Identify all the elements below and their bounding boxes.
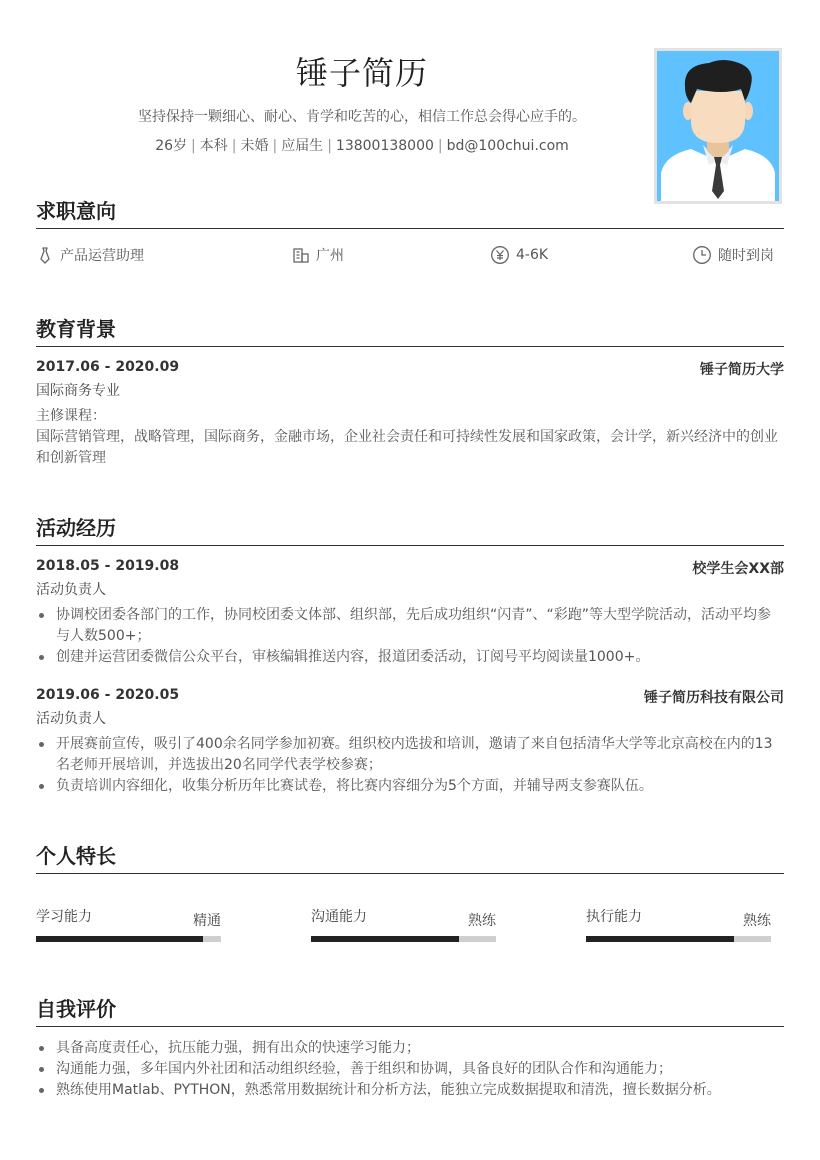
clock-icon <box>692 245 712 265</box>
contact-age: 26岁 <box>155 138 188 154</box>
skill-bar-track <box>586 936 771 942</box>
section-title-evaluation: 自我评价 <box>36 997 116 1021</box>
building-icon <box>292 246 310 264</box>
yuan-icon <box>490 245 510 265</box>
contact-degree: 本科 <box>199 138 228 154</box>
activity-bullet-list <box>36 734 784 797</box>
contact-marital: 未婚 <box>240 138 269 154</box>
skill-level: 熟练 <box>743 913 771 929</box>
activity-date: 2019.06 - 2020.05 <box>36 687 180 703</box>
contact-separator: | <box>231 138 237 154</box>
intention-position-label: 产品运营助理 <box>60 248 144 264</box>
skill-name: 学习能力 <box>36 909 92 925</box>
skill-bar-fill <box>36 936 203 942</box>
contact-email: bd@100chui.com <box>446 138 569 154</box>
intention-salary-label: 4-6K <box>516 247 549 263</box>
skill-bar-fill <box>586 936 734 942</box>
section-title-intention: 求职意向 <box>36 199 116 223</box>
intention-salary <box>490 244 548 266</box>
contact-status: 应届生 <box>281 138 324 154</box>
contact-separator: | <box>272 138 278 154</box>
skill-name: 执行能力 <box>586 909 642 925</box>
section-title-skills: 个人特长 <box>36 844 116 868</box>
section-divider <box>36 545 784 546</box>
section-divider <box>36 346 784 347</box>
activity-date: 2018.05 - 2019.08 <box>36 558 180 574</box>
evaluation-bullet-list <box>36 1038 784 1101</box>
skill-item <box>311 906 496 946</box>
resume-name: 锤子简历 <box>295 54 428 92</box>
resume-motto: 坚持保持一颗细心、耐心、肯学和吃苦的心，相信工作总会得心应手的。 <box>138 109 586 125</box>
section-divider <box>36 873 784 874</box>
list-item: 具备高度责任心，抗压能力强，拥有出众的快速学习能力； <box>36 1038 784 1059</box>
skill-item <box>586 906 771 946</box>
tie-icon <box>36 246 54 264</box>
contact-phone: 13800138000 <box>335 138 434 154</box>
list-item: 负责培训内容细化，收集分析历年比赛试卷，将比赛内容细分为5个方面，并辅导两支参赛队伍。 <box>36 776 784 797</box>
list-item: 开展赛前宣传，吸引了400余名同学参加初赛。组织校内选拔和培训，邀请了来自包括清华大学等北京高校在内的13名老师开展培训，并选拔出20名同学代表学校参赛； <box>36 734 784 776</box>
skill-bar-fill <box>311 936 459 942</box>
section-title-activities: 活动经历 <box>36 516 116 540</box>
section-divider <box>36 228 784 229</box>
list-item: 创建并运营团委微信公众平台，审核编辑推送内容，报道团委活动，订阅号平均阅读量1000+。 <box>36 647 784 668</box>
list-item: 沟通能力强，多年国内外社团和活动组织经验，善于组织和协调，具备良好的团队合作和沟通能力； <box>36 1059 784 1080</box>
section-title-education: 教育背景 <box>36 317 116 341</box>
intention-city-label: 广州 <box>316 248 344 264</box>
education-courses-label: 主修课程： <box>36 408 106 424</box>
skill-item <box>36 906 221 946</box>
section-divider <box>36 1026 784 1027</box>
contact-separator: | <box>437 138 443 154</box>
skill-level: 精通 <box>193 913 221 929</box>
profile-photo <box>654 48 782 204</box>
education-school: 锤子简历大学 <box>700 362 784 378</box>
education-courses: 国际营销管理，战略管理，国际商务，金融市场，企业社会责任和可持续性发展和国家政策，会计学，新兴经济中的创业和创新管理 <box>36 429 778 466</box>
skill-bar-track <box>311 936 496 942</box>
intention-position <box>36 244 144 266</box>
education-date: 2017.06 - 2020.09 <box>36 359 180 375</box>
avatar-illustration <box>657 51 779 201</box>
education-major: 国际商务专业 <box>36 383 120 399</box>
contact-separator: | <box>327 138 332 154</box>
list-item: 协调校团委各部门的工作，协同校团委文体部、组织部，先后成功组织“闪青”、“彩跑”等大型学院活动，活动平均参与人数500+； <box>36 605 784 647</box>
activity-role: 活动负责人 <box>36 711 106 727</box>
intention-availability-label: 随时到岗 <box>718 248 774 264</box>
activity-bullet-list <box>36 605 784 668</box>
intention-city <box>292 244 344 266</box>
skill-level: 熟练 <box>468 913 496 929</box>
intention-availability <box>692 244 774 266</box>
contact-line <box>0 135 724 155</box>
activity-org: 锤子简历科技有限公司 <box>644 690 784 706</box>
contact-separator: | <box>191 138 196 154</box>
list-item: 熟练使用Matlab、PYTHON，熟悉常用数据统计和分析方法，能独立完成数据提取和清洗，擅长数据分析。 <box>36 1080 784 1101</box>
skill-name: 沟通能力 <box>311 909 367 925</box>
skill-bar-track <box>36 936 221 942</box>
activity-org: 校学生会XX部 <box>692 561 784 577</box>
activity-role: 活动负责人 <box>36 582 106 598</box>
